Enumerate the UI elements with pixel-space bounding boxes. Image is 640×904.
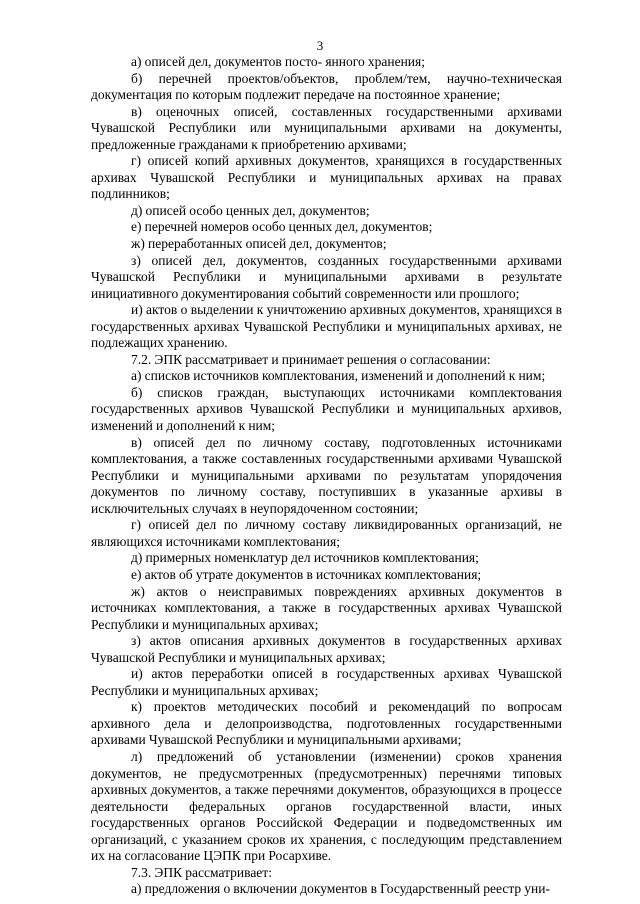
paragraph: и) актов о выделении к уничтожению архивных документов, хранящихся в государственных архивах Чувашской Республики и муниципальных архивах, не подлежащих хранению. <box>91 302 562 351</box>
paragraph: б) списков граждан, выступающих источниками комплектования государственных архивов Чувашской Республики и муниципальных архивов, изменений и дополнений к ним; <box>91 384 562 434</box>
paragraph: е) перечней номеров особо ценных дел, документов; <box>131 219 433 235</box>
paragraph: а) списков источников комплектования, изменений и дополнений к ним; <box>131 368 546 384</box>
paragraph: б) перечней проектов/объектов, проблем/тем, научно-техническая документация по которым подлежит передаче на постоянное хранение; <box>91 70 562 103</box>
paragraph: ж) переработанных описей дел, документов; <box>131 236 387 252</box>
paragraph: г) описей копий архивных документов, хранящихся в государственных архивах Чувашской Республики и муниципальных архивах на правах подлинников; <box>91 153 562 202</box>
paragraph: з) актов описания архивных документов в государственных архивах Чувашской Республики и муниципальных архивах; <box>91 633 562 665</box>
paragraph: г) описей дел по личному составу ликвидированных организаций, не являющихся источниками комплектования; <box>91 517 562 549</box>
section-heading-7-3: 7.3. ЭПК рассматривает: <box>131 864 272 880</box>
paragraph: и) актов переработки описей в государственных архивах Чувашской Республики и муниципальных архивах; <box>91 666 562 698</box>
section-heading-7-2: 7.2. ЭПК рассматривает и принимает решения о согласовании: <box>131 351 491 367</box>
paragraph: е) актов об утрате документов в источниках комплектования; <box>131 566 482 582</box>
paragraph: а) предложения о включении документов в Государственный реестр уни- <box>131 881 551 897</box>
paragraph: а) описей дел, документов посто- янного хранения; <box>131 54 425 69</box>
paragraph: в) описей дел по личному составу, подготовленных источниками комплектования, а также составленных государственными архивами Чувашской Республики и муниципальными архивами по результатам упорядочения документов по личному составу, поступивших в указанные архивы в исключительных случаях в неупорядоченном состоянии; <box>91 434 562 516</box>
paragraph: к) проектов методических пособий и рекомендаций по вопросам архивного дела и делопроизводства, подготовленных государственными архивами Чувашской Республики и муниципальными архивами; <box>91 699 562 748</box>
paragraph: в) оценочных описей, составленных государственными архивами Чувашской Республики или муниципальными архивами на документы, предложенные гражданами к приобретению архивами; <box>91 103 562 152</box>
paragraph: д) примерных номенклатур дел источников комплектования; <box>131 550 479 566</box>
document-body <box>91 54 562 898</box>
paragraph: з) описей дел, документов, созданных государственными архивами Чувашской Республики и муниципальными архивами в результате инициативного документирования событий современности или прошлого; <box>91 252 562 301</box>
paragraph: д) описей особо ценных дел, документов; <box>131 202 370 218</box>
paragraph: л) предложений об установлении (изменении) сроков хранения документов, не предусмотренных (предусмотренных) перечнями типовых архивных документов, а также перечнями документов, образующихся в процессе деятельности федеральных органов государственной власти, иных государственных органов Российской Федерации и подведомственных им организаций, с указанием сроков их хранения, с последующим представлением их на согласование ЦЭПК при Росархиве. <box>91 748 562 864</box>
page-number: 3 <box>316 38 324 53</box>
paragraph: ж) актов о неисправимых повреждениях архивных документов в источниках комплектования, а также в государственных архивах Чувашской Республики и муниципальных архивах; <box>91 583 562 632</box>
